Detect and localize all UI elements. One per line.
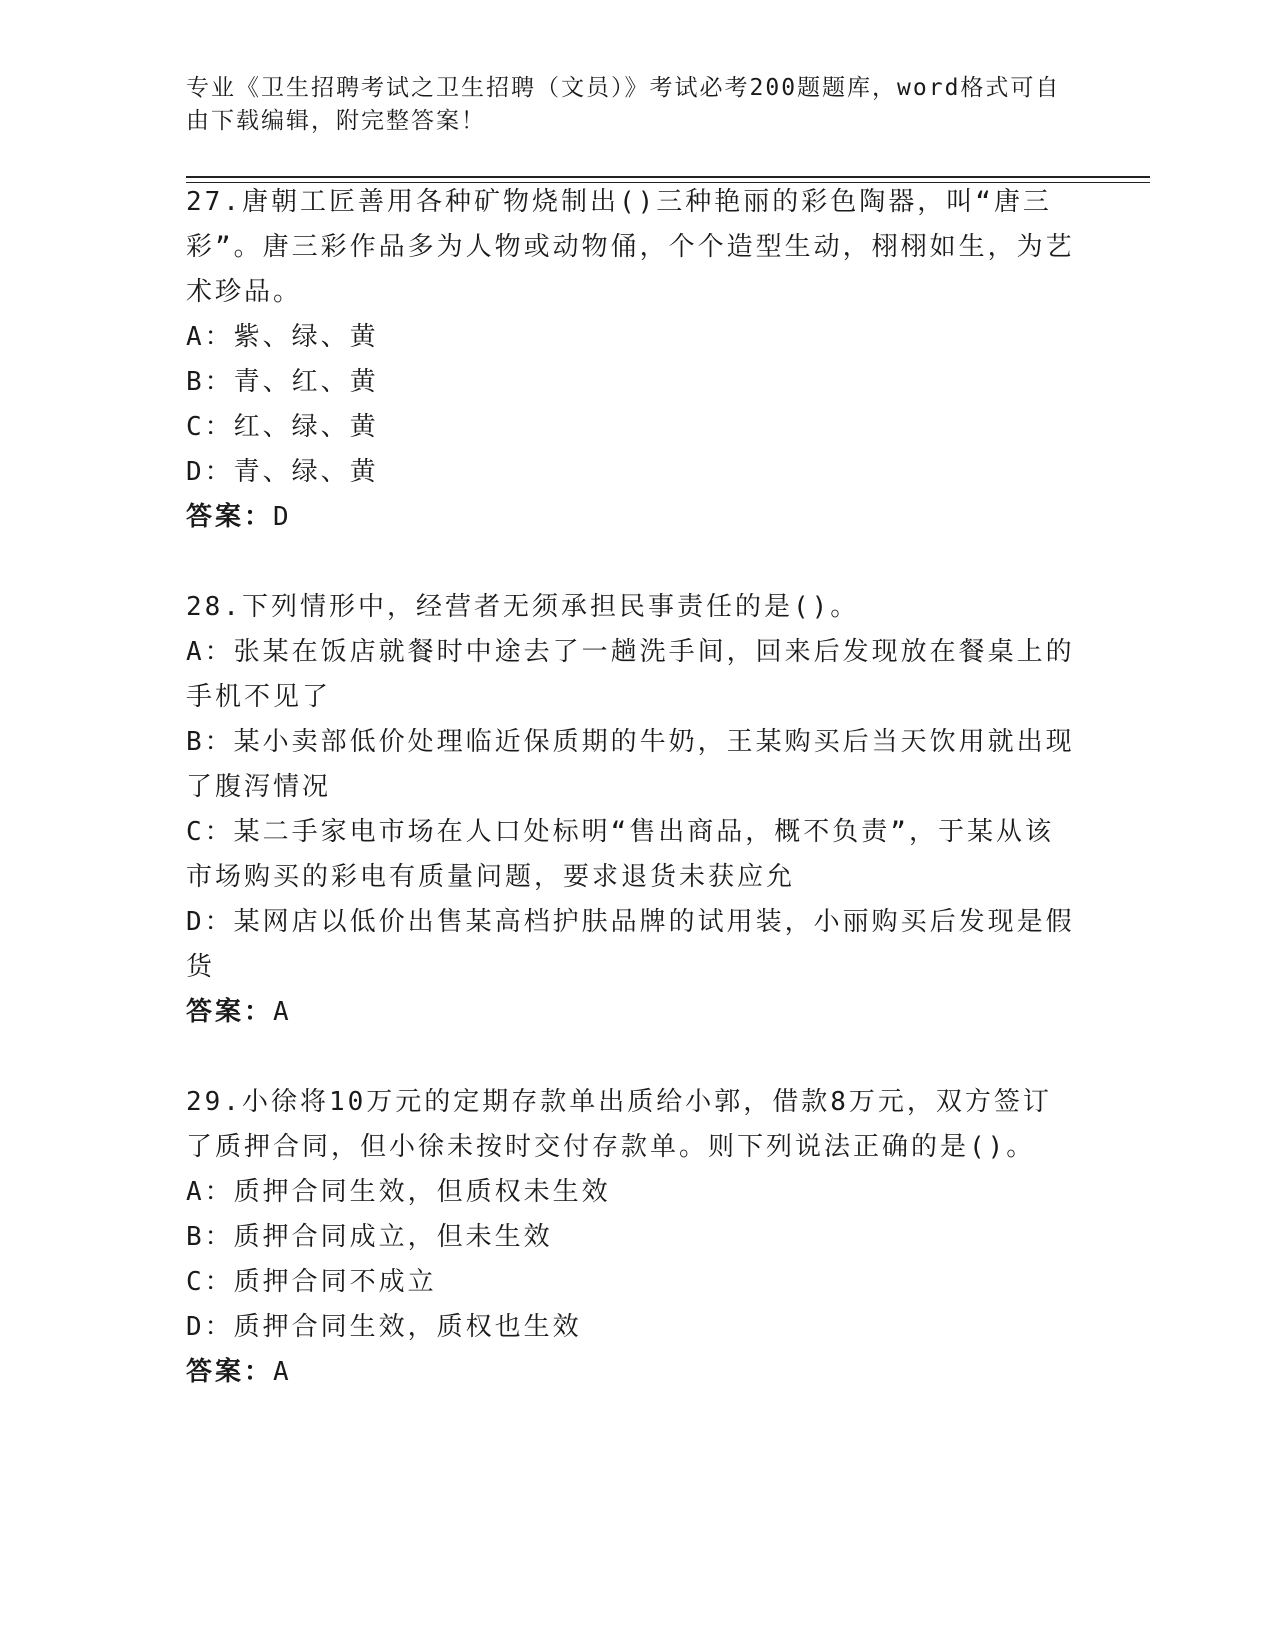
question-29 [186, 1080, 1076, 1395]
answer-label: 答案： [186, 502, 274, 532]
answer-value: D [273, 502, 292, 532]
option-d: D：质押合同生效，质权也生效 [186, 1312, 582, 1342]
option-a: A：紫、绿、黄 [186, 322, 379, 352]
answer-label: 答案： [186, 1357, 274, 1387]
answer-value: A [273, 997, 292, 1027]
option-a: A：张某在饭店就餐时中途去了一趟洗手间，回来后发现放在餐桌上的手机不见了 [186, 637, 1075, 712]
option-b: B：青、红、黄 [186, 367, 379, 397]
option-b: B：某小卖部低价处理临近保质期的牛奶，王某购买后当天饮用就出现了腹泻情况 [186, 727, 1075, 802]
answer-line [186, 1350, 1076, 1395]
question-text: 27.唐朝工匠善用各种矿物烧制出()三种艳丽的彩色陶器，叫“唐三彩”。唐三彩作品多为人物或动物俑，个个造型生动，栩栩如生，为艺术珍品。 [186, 187, 1075, 307]
answer-line [186, 990, 1076, 1035]
option-c: C：红、绿、黄 [186, 412, 379, 442]
option-c: C：某二手家电市场在人口处标明“售出商品，概不负责”，于某从该市场购买的彩电有质量问题，要求退货未获应允 [186, 817, 1054, 892]
option-a: A：质押合同生效，但质权未生效 [186, 1177, 611, 1207]
header-divider [186, 176, 1150, 178]
question-text: 28.下列情形中，经营者无须承担民事责任的是()。 [186, 592, 860, 622]
option-d: D：青、绿、黄 [186, 457, 379, 487]
option-c: C：质押合同不成立 [186, 1267, 437, 1297]
question-27 [186, 180, 1076, 540]
answer-value: A [273, 1357, 292, 1387]
answer-line [186, 495, 1076, 540]
document-header: 专业《卫生招聘考试之卫生招聘（文员）》考试必考200题题库，word格式可自由下载编辑，附完整答案！ [186, 75, 1061, 134]
answer-label: 答案： [186, 997, 274, 1027]
question-text: 29.小徐将10万元的定期存款单出质给小郭，借款8万元，双方签订了质押合同，但小徐未按时交付存款单。则下列说法正确的是()。 [186, 1087, 1052, 1162]
question-28 [186, 585, 1076, 1035]
option-b: B：质押合同成立，但未生效 [186, 1222, 553, 1252]
option-d: D：某网店以低价出售某高档护肤品牌的试用装，小丽购买后发现是假货 [186, 907, 1075, 982]
